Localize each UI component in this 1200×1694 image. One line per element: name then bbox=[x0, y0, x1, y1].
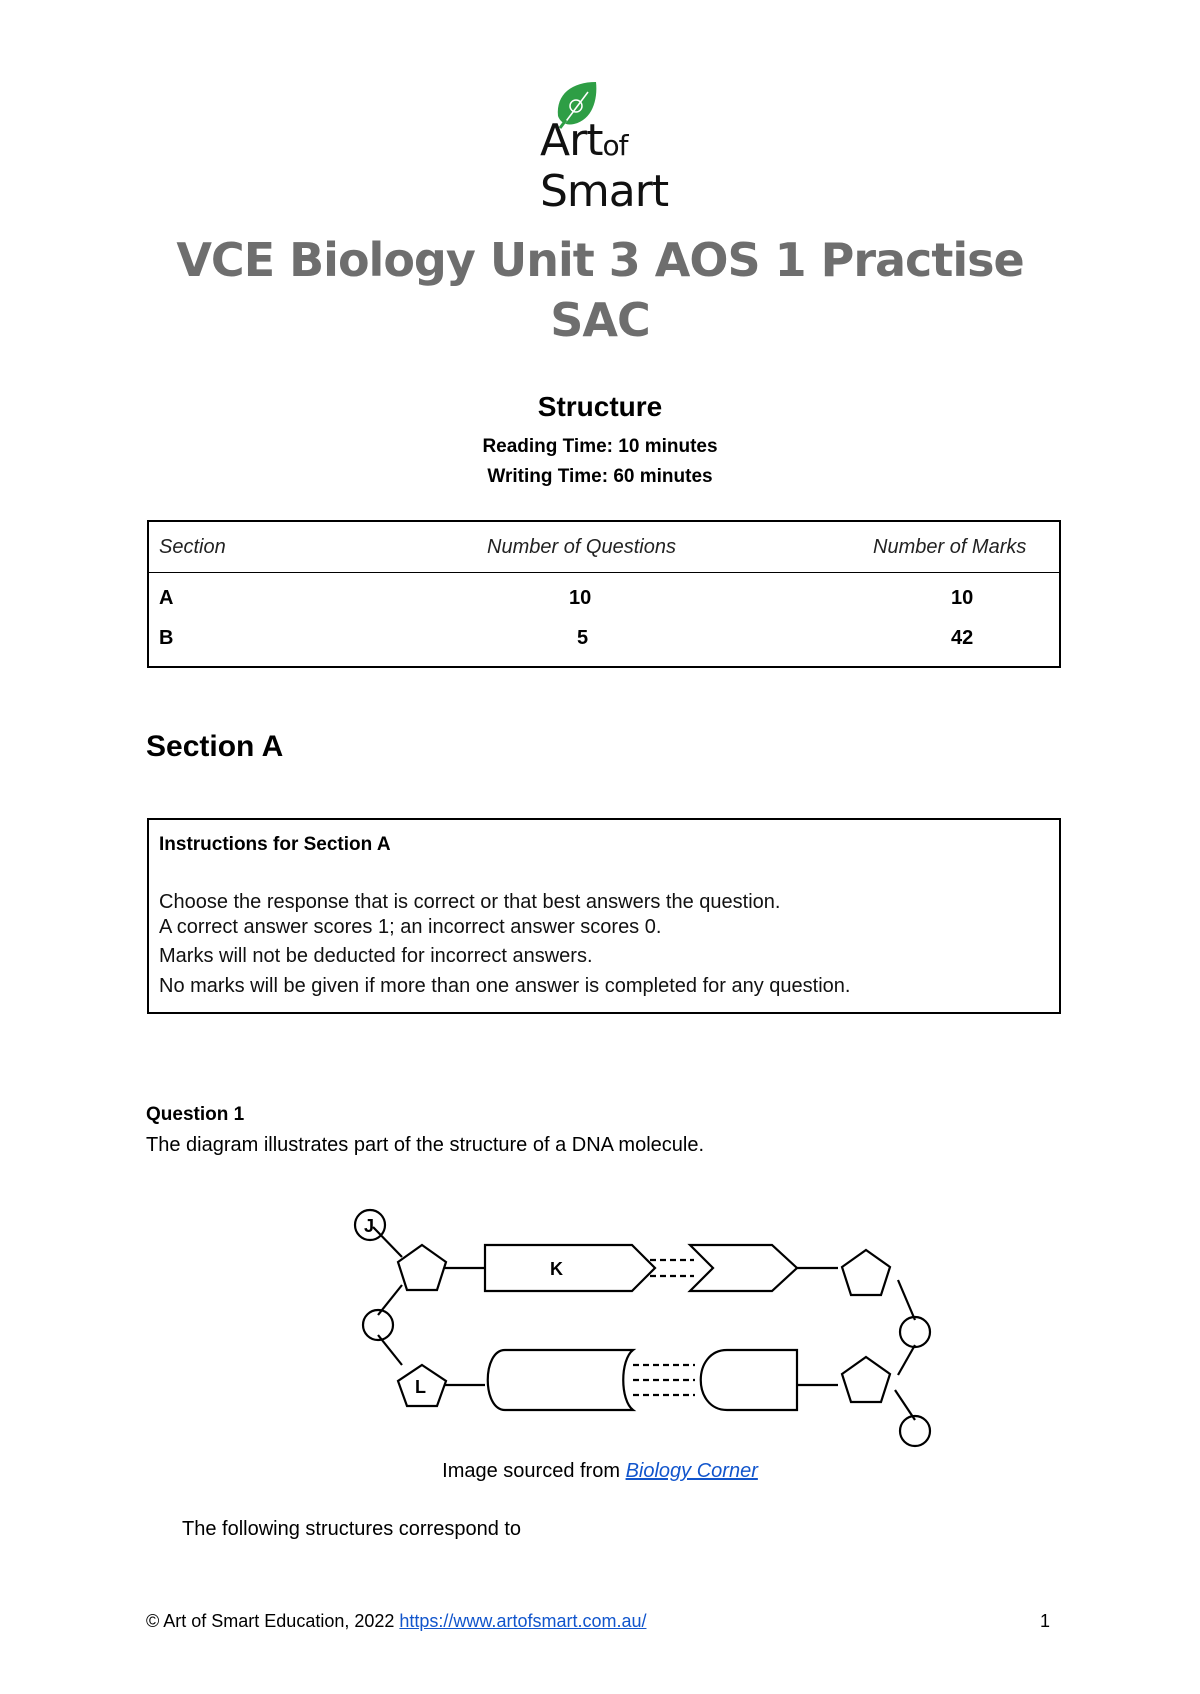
header-number-of-questions: Number of Questions bbox=[487, 536, 676, 558]
base-k bbox=[485, 1245, 655, 1291]
document-title bbox=[100, 230, 1100, 350]
instruction-line: No marks will be given if more than one answer is completed for any question. bbox=[159, 975, 851, 997]
sugar-pentagon bbox=[842, 1357, 890, 1402]
logo-smart: Smart bbox=[540, 166, 669, 217]
caption-prefix: Image sourced from bbox=[442, 1460, 626, 1482]
footer bbox=[146, 1611, 646, 1632]
reading-time: Reading Time: 10 minutes bbox=[482, 436, 718, 457]
instruction-line: Choose the response that is correct or that best answers the question. bbox=[159, 891, 781, 913]
image-caption bbox=[0, 1460, 1200, 1483]
title-line-1: VCE Biology Unit 3 AOS 1 Practise bbox=[176, 233, 1024, 287]
writing-time: Writing Time: 60 minutes bbox=[487, 466, 713, 487]
row-b-section: B bbox=[159, 627, 174, 649]
row-a-marks: 10 bbox=[951, 587, 974, 609]
header-section: Section bbox=[159, 536, 226, 558]
instructions-title: Instructions for Section A bbox=[159, 834, 391, 855]
instruction-line: Marks will not be deducted for incorrect answers. bbox=[159, 945, 593, 967]
question-1-text: The diagram illustrates part of the structure of a DNA molecule. bbox=[146, 1134, 705, 1156]
question-1-label: Question 1 bbox=[146, 1104, 245, 1125]
logo-wordmark bbox=[540, 115, 669, 222]
art-of-smart-logo bbox=[540, 80, 670, 217]
diagram-line bbox=[898, 1345, 915, 1375]
logo-of: of bbox=[602, 129, 628, 162]
label-j: J bbox=[364, 1216, 375, 1236]
structure-heading: Structure bbox=[537, 391, 663, 422]
base-rounded bbox=[488, 1350, 633, 1410]
sugar-pentagon bbox=[842, 1250, 890, 1295]
row-b-questions: 5 bbox=[577, 627, 589, 649]
instructions-box bbox=[147, 818, 1061, 1014]
row-a-section: A bbox=[159, 587, 174, 609]
phosphate-circle bbox=[900, 1416, 930, 1446]
diagram-line bbox=[373, 1227, 402, 1257]
base-rounded bbox=[701, 1350, 797, 1410]
biology-corner-link[interactable]: Biology Corner bbox=[625, 1460, 758, 1482]
footer-copyright: © Art of Smart Education, 2022 bbox=[146, 1611, 400, 1631]
page-number: 1 bbox=[1040, 1611, 1051, 1631]
question-1-follow-text: The following structures correspond to bbox=[182, 1518, 522, 1540]
base-chevron bbox=[690, 1245, 797, 1291]
instruction-line: A correct answer scores 1; an incorrect answer scores 0. bbox=[159, 916, 662, 938]
label-l: L bbox=[415, 1377, 426, 1397]
sugar-pentagon bbox=[398, 1245, 446, 1290]
diagram-line bbox=[898, 1280, 915, 1320]
dna-structure-diagram bbox=[350, 1205, 940, 1455]
header-number-of-marks: Number of Marks bbox=[873, 536, 1027, 558]
row-b-marks: 42 bbox=[951, 627, 974, 649]
section-a-heading: Section A bbox=[146, 730, 284, 763]
structure-table bbox=[147, 520, 1061, 668]
logo-art: Art bbox=[540, 115, 603, 166]
row-a-questions: 10 bbox=[569, 587, 592, 609]
phosphate-circle bbox=[900, 1317, 930, 1347]
label-k: K bbox=[550, 1259, 563, 1279]
title-line-2: SAC bbox=[550, 293, 650, 347]
table-header-row bbox=[149, 522, 1059, 573]
footer-website-link[interactable]: https://www.artofsmart.com.au/ bbox=[399, 1611, 647, 1631]
